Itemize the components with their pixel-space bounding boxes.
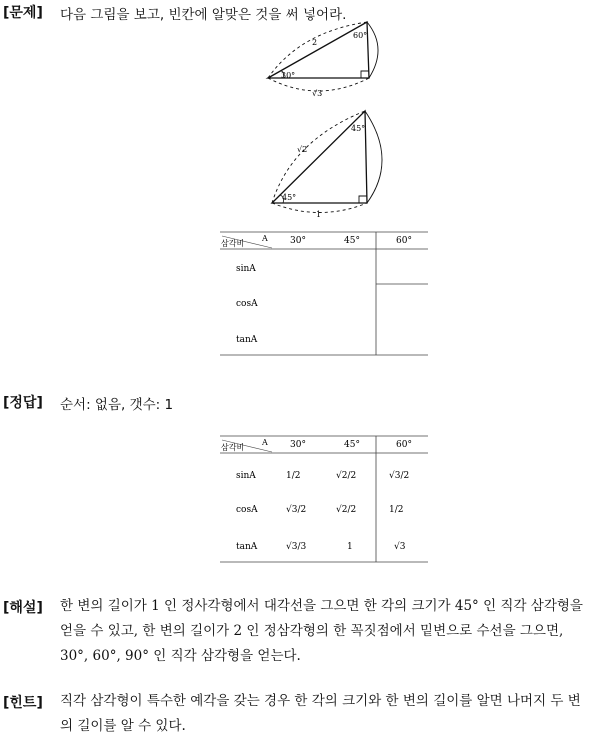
- fig1-hyp-label: 2: [312, 38, 318, 47]
- t2-col-60: 60°: [396, 440, 412, 450]
- fig1-base-label: √3: [312, 89, 323, 98]
- t2-col-30: 30°: [290, 440, 306, 450]
- fig2-base-label: 1: [316, 210, 322, 219]
- t1-col-30: 30°: [290, 236, 306, 246]
- cos-60-value: 1/2: [389, 505, 404, 515]
- t2-corner-top: A: [262, 438, 268, 447]
- problem-text: 다음 그림을 보고, 빈칸에 알맞은 것을 써 넣어라.: [60, 7, 347, 23]
- answer-text: 순서: 없음, 갯수: 1: [60, 397, 174, 413]
- fig2-hyp-label: √2: [297, 145, 308, 154]
- explanation-text: 한 변의 길이가 1 인 정사각형에서 대각선을 그으면 한 각의 크기가 45° 인 직각 삼각형을 얻을 수 있고, 한 변의 길이가 2 인 정삼각형의 한 꼭짓점에서 밑변으로 수선을 그으면, 30°, 60°, 90° 인 직각 삼각형을 얻는다.: [60, 598, 583, 664]
- t2-row-tan: tanA: [236, 542, 258, 552]
- tan-45-value: 1: [347, 542, 353, 552]
- t1-row-cos: cosA: [236, 299, 258, 309]
- fig2-angle-left: 45°: [282, 193, 297, 202]
- fig1-angle-left: 30°: [281, 71, 296, 80]
- t2-row-sin: sinA: [236, 471, 256, 481]
- fig1-angle-top: 60°: [353, 31, 368, 40]
- cos-30-value: √3/2: [286, 505, 307, 515]
- sin-45-value: √2/2: [336, 471, 357, 481]
- fig2-angle-top: 45°: [351, 124, 366, 133]
- t1-row-sin: sinA: [236, 264, 256, 274]
- t1-col-45: 45°: [344, 236, 360, 246]
- t1-corner-bottom: 삼각비: [221, 239, 245, 248]
- t1-corner-top: A: [262, 234, 268, 243]
- sin-30-value: 1/2: [286, 471, 301, 481]
- problem-tag: [문제]: [3, 5, 43, 21]
- t1-col-60: 60°: [396, 236, 412, 246]
- sin-60-value: √3/2: [389, 471, 410, 481]
- explanation-tag: [해설]: [3, 600, 43, 616]
- t2-row-cos: cosA: [236, 505, 258, 515]
- hint-tag: [힌트]: [3, 695, 43, 711]
- hint-text: 직각 삼각형이 특수한 예각을 갖는 경우 한 각의 크기와 한 변의 길이를 알면 나머지 두 변의 길이를 알 수 있다.: [60, 693, 581, 734]
- t2-col-45: 45°: [344, 440, 360, 450]
- cos-45-value: √2/2: [336, 505, 357, 515]
- t2-corner-bottom: 삼각비: [221, 443, 245, 452]
- answer-tag: [정답]: [3, 395, 43, 411]
- t1-row-tan: tanA: [236, 335, 258, 345]
- tan-30-value: √3/3: [286, 542, 307, 552]
- tan-60-value: √3: [394, 542, 406, 552]
